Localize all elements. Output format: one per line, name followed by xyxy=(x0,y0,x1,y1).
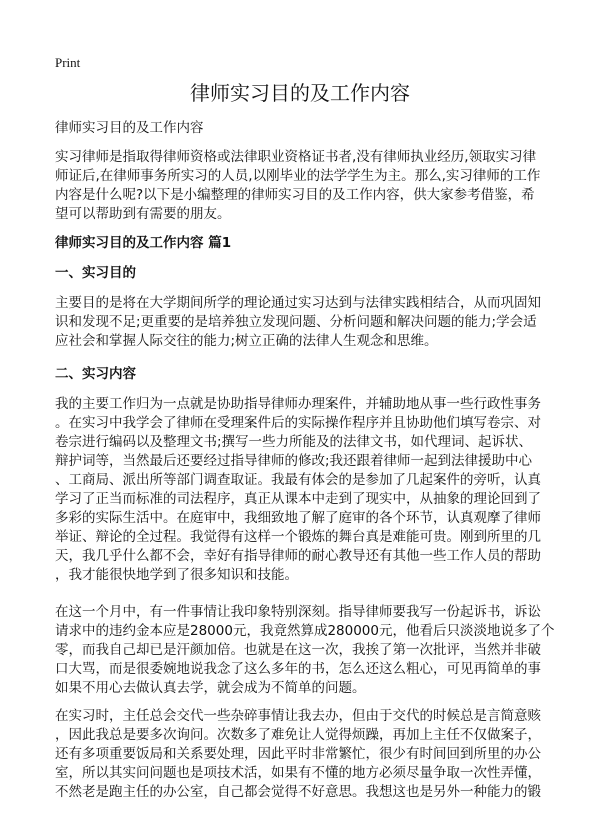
practice-paragraph xyxy=(55,707,555,802)
text-line: 在这一个月中，有一件事情让我印象特别深刻。指导律师要我写一份起诉书，诉讼 xyxy=(55,604,541,620)
text-line: 零，而我自己却已是汗颜加倍。也就是在这一次，我挨了第一次批评，当然并非破 xyxy=(55,642,541,658)
text-line: 应社会和掌握人际交往的能力;树立正确的法律人生观念和思维。 xyxy=(55,333,438,349)
text-line: ，我才能很快地学到了很多知识和技能。 xyxy=(55,567,298,583)
text-line: 内容是什么呢?以下是小编整理的律师实习目的及工作内容，供大家参考借鉴，希 xyxy=(55,187,535,203)
text-line: 不然老是跑主任的办公室，自己都会觉得不好意思。我想这也是另外一种能力的锻 xyxy=(55,784,541,800)
text-line: 主要目的是将在大学期间所学的理论通过实习达到与法律实践相结合，从而巩固知 xyxy=(55,295,541,311)
intro-paragraph xyxy=(55,148,555,224)
text-line: 望可以帮助到有需要的朋友。 xyxy=(55,206,231,222)
text-line: 卷宗进行编码以及整理文书;撰写一些力所能及的法律文书，如代理词、起诉状、 xyxy=(55,434,533,450)
text-line: 师证后,在律师事务所实习的人员,以刚毕业的法学学生为主。那么,实习律师的工作 xyxy=(55,168,541,184)
incident-paragraph xyxy=(55,603,555,698)
text-line: ，因此我总是要多次询问。次数多了难免让人觉得烦躁，再加上主任不仅做案子， xyxy=(55,727,541,743)
print-link[interactable]: Print xyxy=(55,55,81,70)
text-line: 我的主要工作归为一点就是协助指导律师办理案件，并辅助地从事一些行政性事务 xyxy=(55,396,541,412)
text-line: 在实习时，主任总会交代一些杂碎事情让我去办，但由于交代的时候总是言简意赅 xyxy=(55,708,541,724)
purpose-paragraph xyxy=(55,294,555,351)
text-line: 室，所以其实问问题也是项技术活，如果有不懂的地方必须尽量争取一次性弄懂， xyxy=(55,765,541,781)
content-paragraph xyxy=(55,395,555,585)
text-line: 请求中的违约金本应是28000元，我竟然算成280000元，他看后只淡淡地说多了个 xyxy=(55,623,555,639)
text-line: 实习律师是指取得律师资格或法律职业资格证书者,没有律师执业经历,领取实习律 xyxy=(55,149,537,165)
text-line: 天，我几乎什么都不会，幸好有指导律师的耐心教导还有其他一些工作人员的帮助 xyxy=(55,548,541,564)
text-line: 辩护词等，当然最后还要经过指导律师的修改;我还跟着律师一起到法律援助中心 xyxy=(55,453,533,469)
text-line: 还有多项重要饭局和关系要处理，因此平时非常繁忙，很少有时间回到所里的办公 xyxy=(55,746,541,762)
text-line: 学习了正当而标准的司法程序，真正从课本中走到了现实中，从抽象的理论回到了 xyxy=(55,491,541,507)
text-line: 举证、辩论的全过程。我觉得有这样一个锻炼的舞台真是难能可贵。刚到所里的几 xyxy=(55,529,541,545)
text-line: 如果不用心去做认真去学，就会成为不简单的问题。 xyxy=(55,680,366,696)
page-title: 律师实习目的及工作内容 xyxy=(190,81,410,105)
text-line: 多彩的实际生活中。在庭审中，我细致地了解了庭审的各个环节，认真观摩了律师 xyxy=(55,510,541,526)
text-line: 、工商局、派出所等部门调查取证。我最有体会的是参加了几起案件的旁听，认真 xyxy=(55,472,541,488)
text-line: 识和发现不足;更重要的是培养独立发现问题、分析问题和解决问题的能力;学会适 xyxy=(55,314,537,330)
text-line: 。在实习中我学会了律师在受理案件后的实际操作程序并且协助他们填写卷宗、对 xyxy=(55,415,541,431)
heading-purpose: 一、实习目的 xyxy=(55,265,136,281)
section-title: 律师实习目的及工作内容 篇1 xyxy=(55,235,232,251)
text-line: 口大骂，而是很委婉地说我念了这么多年的书，怎么还这么粗心，可见再简单的事 xyxy=(55,661,541,677)
heading-content: 二、实习内容 xyxy=(55,366,136,382)
subtitle: 律师实习目的及工作内容 xyxy=(55,120,204,136)
